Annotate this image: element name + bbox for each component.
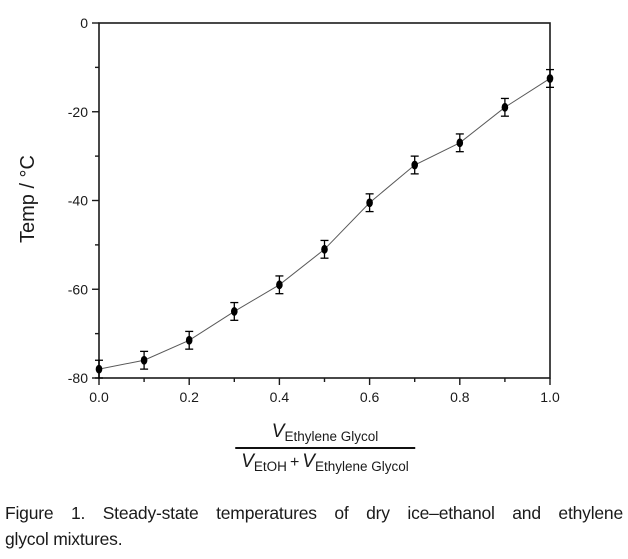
caption-line-2: glycol mixtures. [5, 529, 123, 549]
data-point [141, 356, 148, 365]
data-point [276, 280, 283, 289]
data-series [95, 70, 554, 378]
series-line [99, 78, 550, 369]
plot-border [99, 23, 550, 378]
volume-subscript: Ethylene Glycol [284, 429, 379, 444]
y-tick-label: -80 [67, 370, 88, 386]
x-tick-label: 0.0 [89, 389, 109, 405]
data-point [547, 74, 554, 83]
data-point [457, 138, 464, 147]
x-tick-label: 0.6 [359, 389, 380, 405]
data-point [502, 103, 509, 112]
x-tick-label: 0.4 [269, 389, 290, 405]
volume-subscript: EtOH [253, 459, 287, 474]
y-tick-label: -40 [67, 192, 88, 209]
x-axis-label-denominator [235, 447, 415, 474]
y-axis-title: Temp / °C [17, 154, 39, 244]
x-tick-label: 0.2 [179, 389, 199, 405]
volume-symbol: V [241, 451, 254, 472]
x-tick-label: 1.0 [540, 389, 560, 405]
x-tick-label: 0.8 [450, 389, 470, 405]
volume-symbol: V [271, 421, 285, 442]
axis-tick-labels [68, 15, 560, 405]
data-point [96, 365, 103, 374]
x-axis-label-numerator [262, 421, 388, 447]
data-point [231, 307, 238, 316]
x-axis-label [235, 421, 415, 474]
volume-symbol: V [302, 451, 315, 472]
data-point [186, 336, 193, 345]
plot-frame [99, 23, 550, 378]
volume-subscript: Ethylene Glycol [314, 459, 409, 474]
data-point [321, 245, 328, 254]
caption-line-1: Figure 1. Steady-state temperatures of dry ice–ethanol and ethylene [5, 503, 623, 523]
figure-caption [5, 500, 623, 552]
data-point [411, 161, 418, 170]
axis-ticks [92, 23, 550, 385]
y-tick-label: -20 [67, 103, 88, 120]
plus-sign: + [289, 454, 300, 471]
y-tick-label: -60 [67, 281, 88, 298]
y-tick-label: 0 [80, 15, 88, 31]
data-point [366, 198, 373, 207]
